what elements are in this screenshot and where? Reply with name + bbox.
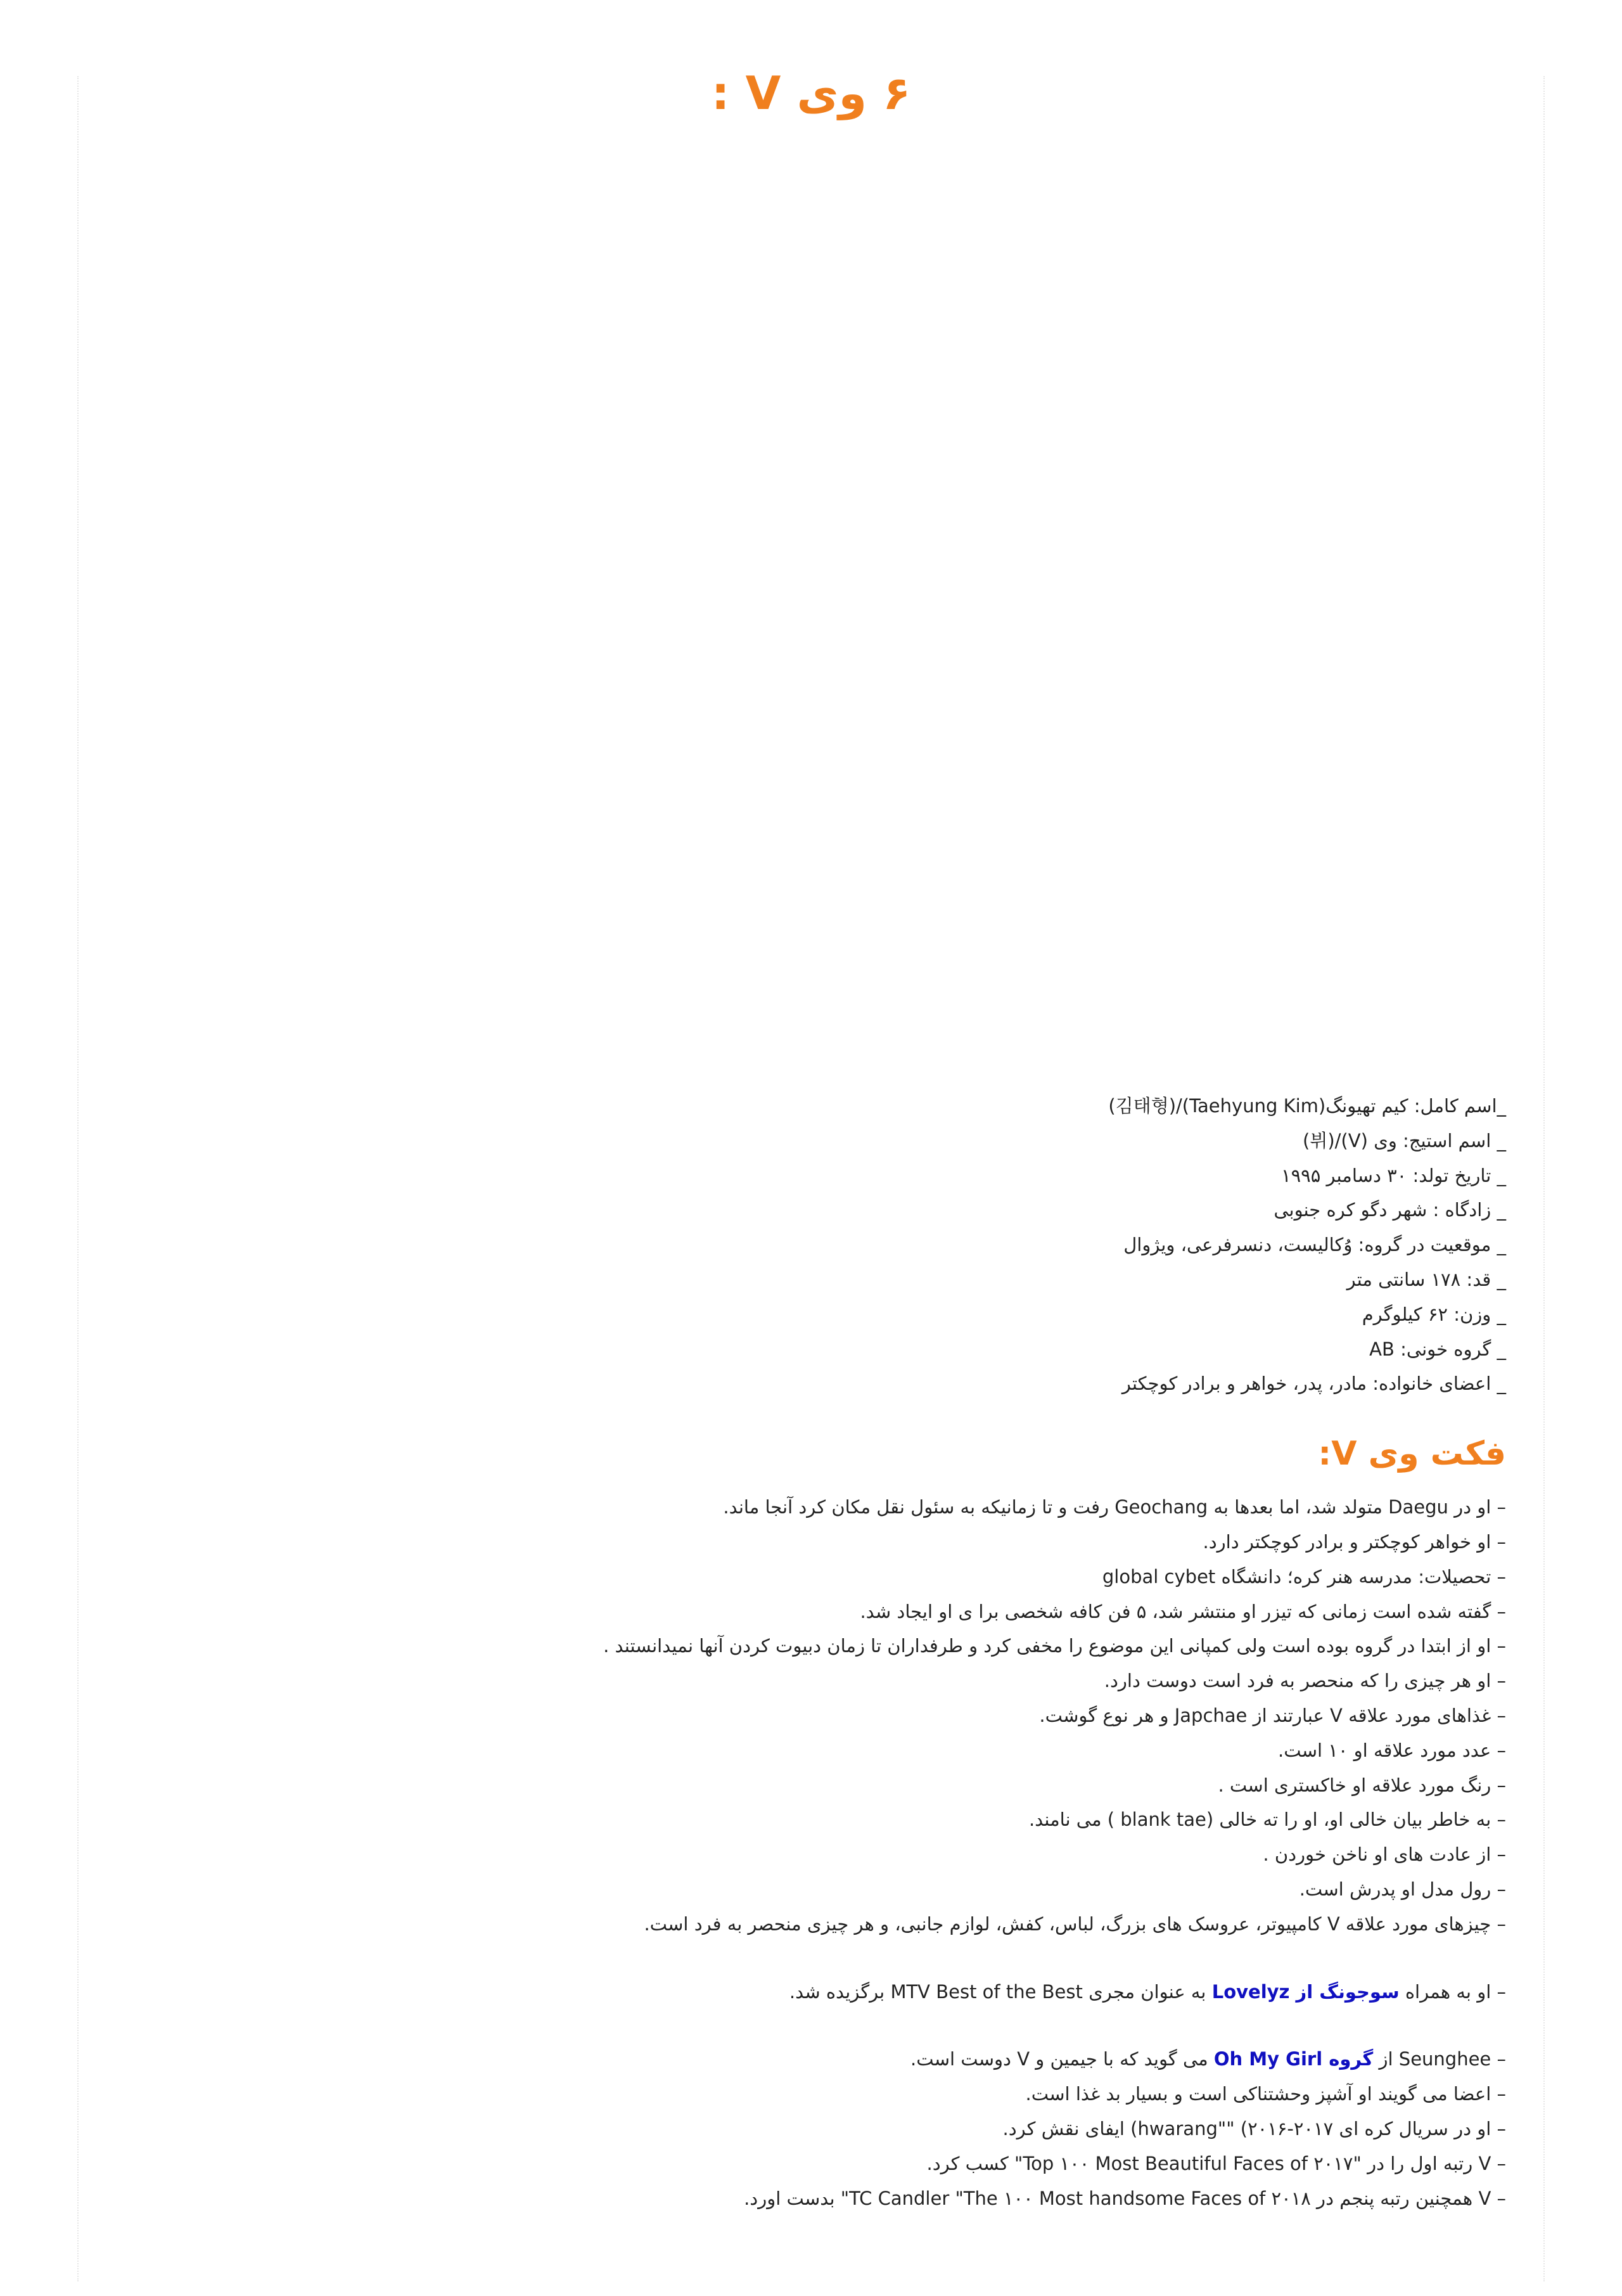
profile-list [492, 1089, 1506, 1401]
fact-item: – از عادت های او ناخن خوردن . [1263, 1844, 1506, 1866]
fact-mc-prefix: – او به همراه [1405, 1980, 1506, 2003]
profile-birthplace: _ زادگاه : شهر دگو کره جنوبی [1274, 1199, 1506, 1221]
fact-item: – او خواهر کوچکتر و برادر کوچکتر دارد. [1203, 1530, 1506, 1553]
fact-item: – تحصیلات: مدرسه هنر کره؛ دانشگاه global cybet [1102, 1565, 1506, 1587]
facts-heading: فکت وی V: [1318, 1435, 1506, 1473]
fact-item: – رول مدل او پدرش است. [1299, 1878, 1506, 1900]
profile-height: _ قد: ۱۷۸ سانتی متر [1346, 1268, 1506, 1290]
fact-item: – گفته شده است زمانی که تیزر او منتشر شد، ۵ فن کافه شخصی برا ی او ایجاد شد. [860, 1600, 1506, 1622]
fact-item: – عدد مورد علاقه او ۱۰ است. [1278, 1739, 1506, 1761]
profile-stage-name: _ اسم استیج: وی (V)/(뷔) [1303, 1129, 1506, 1151]
profile-birth-date: _ تاریخ تولد: ۳۰ دسامبر ۱۹۹۵ [1281, 1164, 1506, 1186]
facts-list [492, 1490, 1506, 1941]
profile-weight: _ وزن: ۶۲ کیلوگرم [1362, 1303, 1506, 1325]
fact-mc-suffix: به عنوان مجری MTV Best of the Best برگزیده شد. [789, 1980, 1206, 2003]
fact-item: – او از ابتدا در گروه بوده است ولی کمپانی این موضوع را مخفی کرد و طرفداران تا زمان دبیوت کردن آنها نمیدانستند . [603, 1635, 1506, 1657]
fact-seunghee-prefix: – Seunghee از [1379, 2048, 1506, 2070]
fact-item: – او در سریال کره ای ۲۰۱۷-۲۰۱۶) ""hwarang) ایفای نقش کرد. [1002, 2117, 1506, 2139]
fact-mc [492, 1975, 1506, 2010]
fact-item: – او در Daegu متولد شد، اما بعدها به Geochang رفت و تا زمانیکه به سئول نقل مکان کرد آنجا ماند. [723, 1496, 1506, 1518]
profile-position: _ موقعیت در گروه: وُکالیست، دنسرفرعی، ویژوال [1123, 1234, 1506, 1256]
fact-item: – اعضا می گویند او آشپز وحشتناکی است و بسیار بد غذا است. [1025, 2083, 1506, 2105]
fact-item: – رنگ مورد علاقه او خاکستری است . [1218, 1774, 1506, 1796]
profile-family: _ اعضای خانواده: مادر، پدر، خواهر و برادر کوچکتر [1121, 1373, 1506, 1395]
article-body [492, 1089, 1506, 2216]
profile-blood-type: _ گروه خونی: AB [1369, 1338, 1506, 1360]
fact-item: – V همچنین رتبه پنجم در TC Candler "The ۱۰۰ Most handsome Faces of ۲۰۱۸" بدست اورد. [744, 2187, 1506, 2209]
fact-item: – غذاهای مورد علاقه V عبارتند از Japchae و هر نوع گوشت. [1039, 1704, 1506, 1726]
profile-full-name: _اسم کامل: کیم تهیونگ(Taehyung Kim)/(김태형) [1108, 1095, 1506, 1117]
page-title: ۶ وی V : [711, 67, 911, 120]
facts-list-2 [492, 2077, 1506, 2216]
oh-my-girl-link[interactable]: گروه Oh My Girl [1213, 2048, 1374, 2070]
fact-item: – به خاطر بیان خالی او، او را ته خالی (blank tae ) می نامند. [1028, 1809, 1506, 1831]
fact-item: – V رتبه اول را در "Top ۱۰۰ Most Beautiful Faces of ۲۰۱۷" کسب کرد. [926, 2152, 1506, 2174]
fact-seunghee-suffix: می گوید که با جیمین و V دوست است. [910, 2048, 1208, 2070]
lovelyz-link[interactable]: سوجونگ از Lovelyz [1211, 1980, 1400, 2003]
spacer [492, 2009, 1506, 2042]
image-placeholder [190, 165, 1432, 1065]
spacer [492, 1942, 1506, 1975]
fact-item: – چیزهای مورد علاقه V کامپیوتر، عروسک های بزرگ، لباس، کفش، لوازم جانبی، و هر چیزی منحصر به فرد است. [644, 1913, 1506, 1935]
fact-item: – او هر چیزی را که منحصر به فرد است دوست دارد. [1104, 1670, 1506, 1692]
fact-seunghee [492, 2042, 1506, 2077]
